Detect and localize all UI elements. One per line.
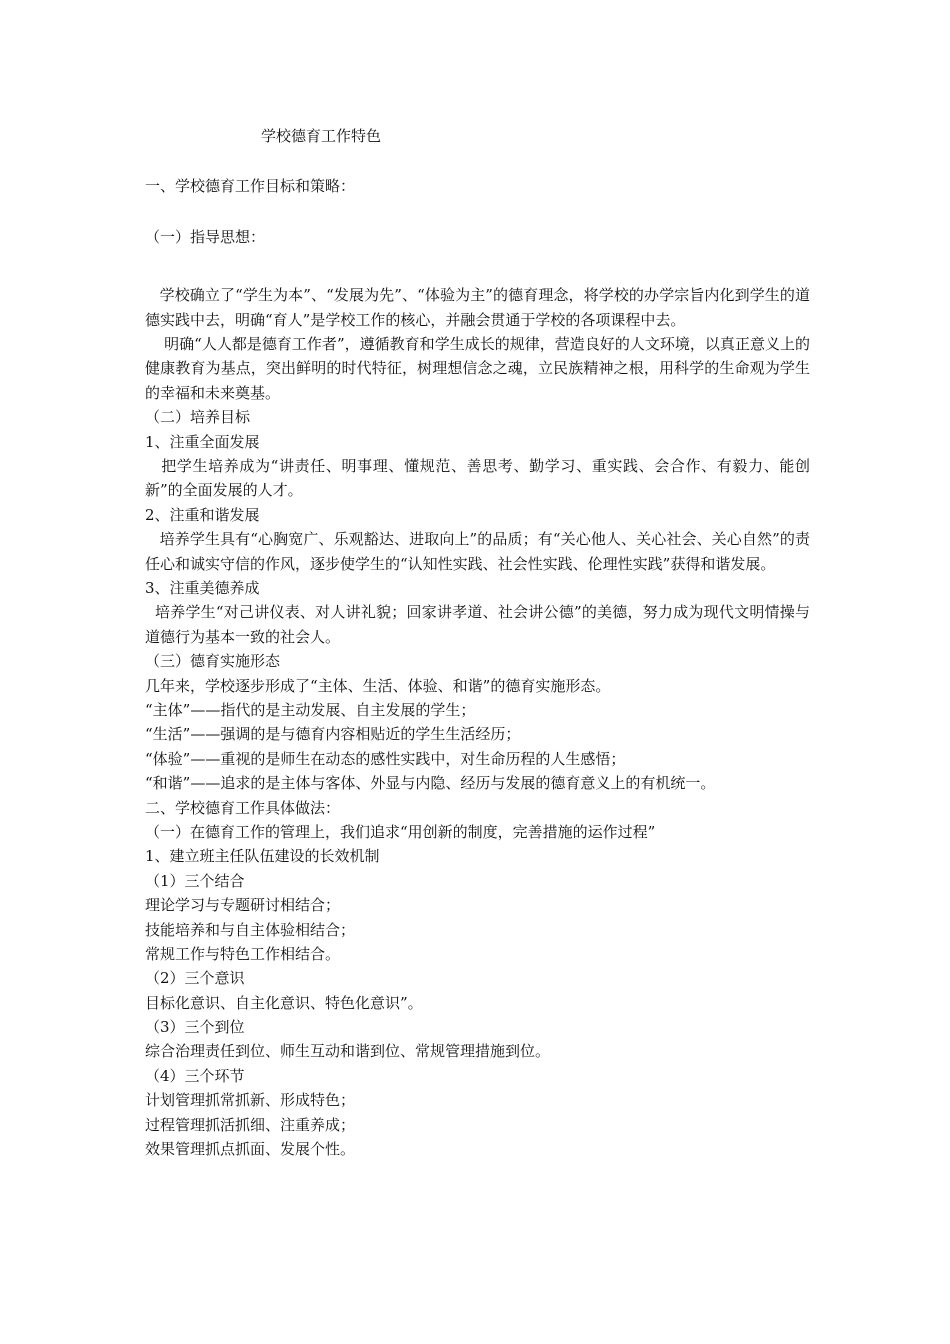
- subitem-three-links: （4）三个环节: [145, 1066, 245, 1085]
- form-harmony: “和谐”——追求的是主体与客体、外显与内隐、经历与发展的德育意义上的有机统一。: [145, 774, 716, 793]
- document-title: 学校德育工作特色: [261, 127, 382, 145]
- form-subject: “主体”——指代的是主动发展、自主发展的学生；: [145, 700, 476, 719]
- combination-skill-training: 技能培养和与自主体验相结合；: [145, 920, 356, 939]
- paragraph-everyone-moral-worker: 明确“人人都是德育工作者”，遵循教育和学生成长的规律，营造良好的人文环境，以真正意义上的健康教育为基点，突出鲜明的时代特征，树理想信念之魂，立民族精神之根，用科学的生命观为学生的幸福和未来奠基。: [145, 334, 810, 402]
- goal-heading-all-round: 1、注重全面发展: [145, 432, 260, 451]
- goal-heading-harmonious: 2、注重和谐发展: [145, 505, 260, 524]
- document-page: [145, 124, 810, 1161]
- awareness-text: 目标化意识、自主化意识、特色化意识”。: [145, 993, 423, 1012]
- combination-routine-feature: 常规工作与特色工作相结合。: [145, 944, 341, 963]
- link-result-management: 效果管理抓点抓面、发展个性。: [145, 1140, 356, 1159]
- goal-text-all-round: 把学生培养成为“讲责任、明事理、懂规范、善思考、勤学习、重实践、会合作、有毅力、能创新”的全面发展的人才。: [145, 456, 810, 500]
- forms-intro: 几年来，学校逐步形成了“主体、生活、体验、和谐”的德育实施形态。: [145, 676, 611, 695]
- subheading-guiding-ideology: （一）指导思想：: [145, 227, 266, 246]
- goal-text-virtue: 培养学生“对己讲仪表、对人讲礼貌；回家讲孝道、社会讲公德”的美德，努力成为现代文明情操与道德行为基本一致的社会人。: [145, 603, 811, 646]
- section-heading-practices: 二、学校德育工作具体做法：: [145, 798, 341, 817]
- subheading-management: （一）在德育工作的管理上，我们追求“用创新的制度，完善措施的运作过程”: [145, 822, 656, 841]
- subitem-three-combinations: （1）三个结合: [145, 871, 245, 890]
- form-life: “生活”——强调的是与德育内容相贴近的学生生活经历；: [145, 725, 521, 744]
- form-experience: “体验”——重视的是师生在动态的感性实践中，对生命历程的人生感悟；: [145, 749, 626, 768]
- link-plan-management: 计划管理抓常抓新、形成特色；: [145, 1091, 356, 1110]
- in-place-text: 综合治理责任到位、师生互动和谐到位、常规管理措施到位。: [145, 1042, 551, 1061]
- section-heading-goals-strategy: 一、学校德育工作目标和策略：: [145, 177, 356, 196]
- subitem-three-in-place: （3）三个到位: [145, 1018, 245, 1037]
- paragraph-moral-concept: 学校确立了“学生为本”、“发展为先”、“体验为主”的德育理念，将学校的办学宗旨内化到学生的道德实践中去，明确“育人”是学校工作的核心，并融会贯通于学校的各项课程中去。: [145, 286, 811, 329]
- subheading-training-goals: （二）培养目标: [145, 408, 251, 427]
- combination-theory-study: 理论学习与专题研讨相结合；: [145, 896, 341, 915]
- subitem-three-awareness: （2）三个意识: [145, 969, 245, 988]
- goal-heading-virtue: 3、注重美德养成: [145, 579, 260, 597]
- subheading-implementation-forms: （三）德育实施形态: [145, 652, 281, 671]
- goal-text-harmonious: 培养学生具有“心胸宽广、乐观豁达、进取向上”的品质；有“关心他人、关心社会、关心自然”的责任心和诚实守信的作风，逐步使学生的“认知性实践、社会性实践、伦理性实践”获得和谐发展。: [145, 530, 810, 573]
- link-process-management: 过程管理抓活抓细、注重养成；: [145, 1115, 356, 1134]
- item-teacher-team-mechanism: 1、建立班主任队伍建设的长效机制: [145, 847, 380, 866]
